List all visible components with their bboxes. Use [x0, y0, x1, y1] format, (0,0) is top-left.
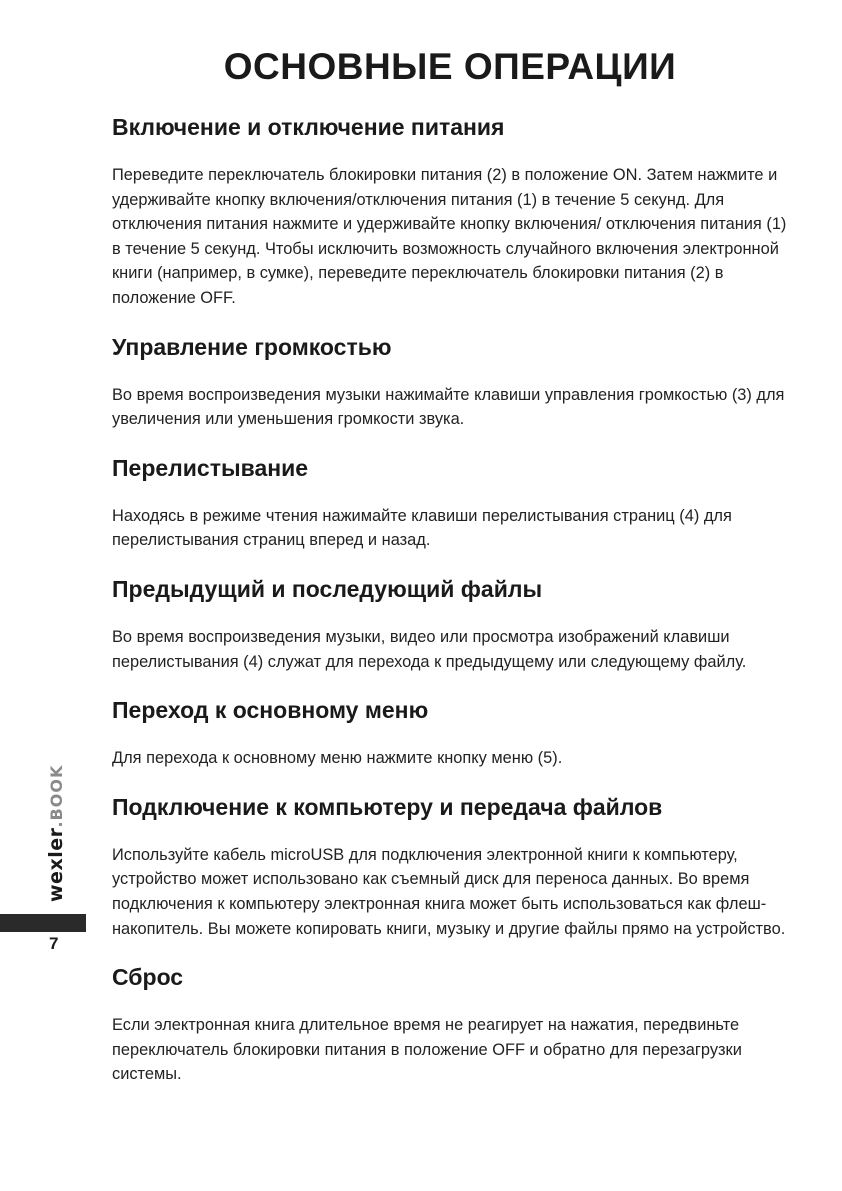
- section-body-power: Переведите переключатель блокировки питания (2) в положение ON. Затем нажмите и удерживайте кнопку включения/отключения питания (1) в течение 5 секунд. Для отключения питания нажмите и удерживайте кнопку включения/ отключения питания (1) в течение 5 секунд. Чтобы исключить возможность случайного включения электронной книги (например, в сумке), переведите переключатель блокировки питания (2) в положение OFF.: [112, 166, 787, 307]
- page-number: 7: [49, 934, 59, 953]
- section-body-reset: Если электронная книга длительное время не реагирует на нажатия, передвиньте переключатель блокировки питания в положение OFF и обратно для перезагрузки системы.: [112, 1016, 742, 1084]
- section-prev-next-files: [112, 574, 792, 674]
- section-heading-computer-connection: Подключение к компьютеру и передача файлов: [112, 793, 663, 820]
- section-heading-page-turning: Перелистывание: [112, 454, 309, 481]
- section-body-computer-connection: Используйте кабель microUSB для подключения электронной книги к компьютеру, устройство может использовано как съемный диск для переноса данных. Во время подключения к компьютеру электронная книга может быть использоваться как флеш-накопитель. Вы можете копировать книги, музыку и другие файлы прямо на устройство.: [112, 845, 786, 938]
- main-content: [112, 112, 792, 1108]
- section-reset: [112, 962, 792, 1087]
- brand-name: wexler: [45, 827, 67, 902]
- section-main-menu: [112, 695, 792, 771]
- brand-logo: [44, 762, 68, 902]
- sidebar-brand: [44, 762, 68, 902]
- sidebar-bar: [0, 914, 86, 932]
- section-body-main-menu: Для перехода к основному меню нажмите кнопку меню (5).: [112, 749, 563, 768]
- section-body-prev-next-files: Во время воспроизведения музыки, видео или просмотра изображений клавиши перелистывания (4) служат для перехода к предыдущему или следующему файлу.: [112, 627, 747, 671]
- section-power: [112, 112, 792, 311]
- section-heading-volume: Управление громкостью: [112, 333, 392, 360]
- section-page-turning: [112, 453, 792, 553]
- section-computer-connection: [112, 792, 792, 941]
- section-heading-power: Включение и отключение питания: [112, 114, 505, 140]
- brand-sub: .BOOK: [47, 764, 66, 828]
- section-volume: [112, 332, 792, 432]
- section-body-volume: Во время воспроизведения музыки нажимайте клавиши управления громкостью (3) для увеличения или уменьшения громкости звука.: [112, 385, 785, 429]
- section-heading-main-menu: Переход к основному меню: [112, 697, 429, 724]
- page-title: ОСНОВНЫЕ ОПЕРАЦИИ: [223, 46, 677, 87]
- section-body-page-turning: Находясь в режиме чтения нажимайте клавиши перелистывания страниц (4) для перелистывания страниц вперед и назад.: [112, 506, 732, 550]
- section-heading-prev-next-files: Предыдущий и последующий файлы: [112, 575, 543, 602]
- section-heading-reset: Сброс: [112, 964, 184, 991]
